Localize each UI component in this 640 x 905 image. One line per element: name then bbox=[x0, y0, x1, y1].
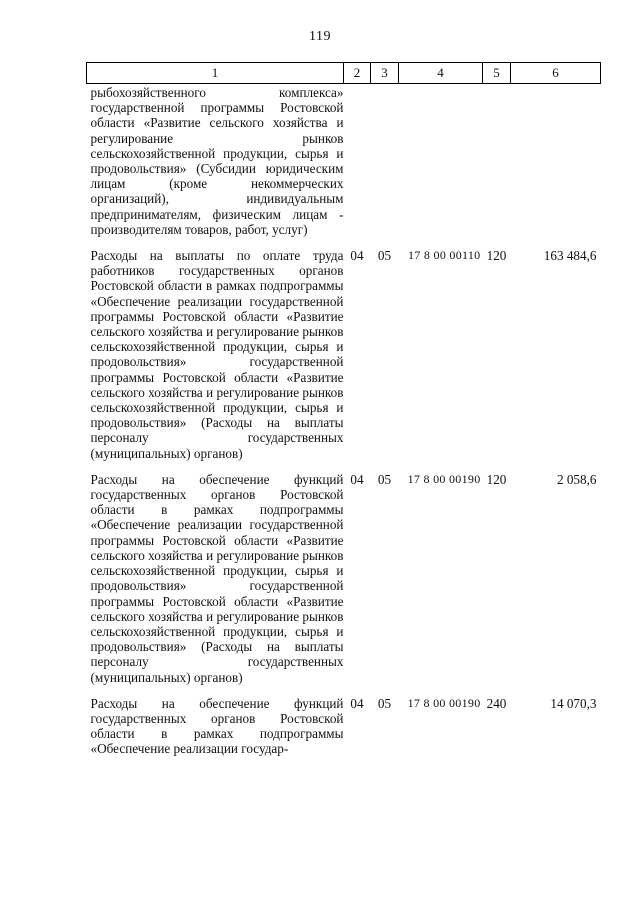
row-rz bbox=[344, 84, 371, 238]
table-row bbox=[87, 472, 601, 685]
row-pr bbox=[371, 84, 399, 238]
budget-table bbox=[86, 62, 601, 757]
row-pr: 05 bbox=[377, 695, 392, 711]
page-number: 119 bbox=[309, 29, 331, 44]
column-header-3: 3 bbox=[371, 63, 399, 84]
row-amount: 163 484,6 bbox=[543, 248, 597, 264]
table-row bbox=[87, 248, 601, 461]
column-header-5: 5 bbox=[483, 63, 511, 84]
row-csr: 17 8 00 00190 bbox=[407, 471, 481, 486]
row-amount: 2 058,6 bbox=[556, 471, 597, 487]
row-spacer bbox=[87, 237, 601, 248]
row-amount: 14 070,3 bbox=[550, 695, 597, 711]
row-pr: 05 bbox=[377, 471, 392, 487]
row-vr: 120 bbox=[486, 471, 507, 487]
row-vr: 120 bbox=[486, 248, 507, 264]
row-spacer bbox=[87, 685, 601, 696]
row-rz: 04 bbox=[350, 695, 364, 711]
column-header-2: 2 bbox=[344, 63, 371, 84]
row-csr bbox=[399, 84, 483, 238]
row-amount bbox=[511, 84, 601, 238]
table-row bbox=[87, 84, 601, 238]
row-vr: 240 bbox=[486, 695, 507, 711]
table-row bbox=[87, 696, 601, 757]
row-csr: 17 8 00 00190 bbox=[407, 695, 481, 710]
row-description: Расходы на обеспечение функций государственных органов Ростовской области в рамках подпрограммы «Обеспечение реализации государ- bbox=[90, 695, 344, 757]
column-header-6: 6 bbox=[511, 63, 601, 84]
row-description: Расходы на обеспечение функций государственных органов Ростовской области в рамках подпрограммы «Обеспечение реализации государственной программы Ростовской области «Развитие сельского хозяйства и регулирование рынков сельскохозяйственной продукции, сырья и продовольствия» государственной программы Ростовской области «Развитие сельского хозяйства и регулирование рынков сельскохозяйственной продукции, сырья и продовольствия» (Расходы на выплаты персоналу государственных (муниципальных) органов) bbox=[90, 471, 344, 685]
column-header-1: 1 bbox=[87, 63, 344, 84]
column-header-4: 4 bbox=[399, 63, 483, 84]
row-rz: 04 bbox=[350, 248, 364, 264]
row-rz: 04 bbox=[350, 471, 364, 487]
table-header bbox=[87, 63, 601, 84]
row-csr: 17 8 00 00110 bbox=[408, 248, 481, 263]
row-vr bbox=[483, 84, 511, 238]
row-pr: 05 bbox=[377, 248, 392, 264]
row-description: рыбохозяйственного комплекса» государственной программы Ростовской области «Развитие сельского хозяйства и регулирование рынков сельскохозяйственной продукции, сырья и продовольствия» (Субсидии юридическим лицам (кроме некоммерческих организаций), индивидуальным предпринимателям, физическим лицам - производителям товаров, работ, услуг) bbox=[90, 85, 344, 237]
row-description: Расходы на выплаты по оплате труда работников государственных органов Ростовской области в рамках подпрограммы «Обеспечение реализации государственной программы Ростовской области «Развитие сельского хозяйства и регулирование рынков сельскохозяйственной продукции, сырья и продовольствия» государственной программы Ростовской области «Развитие сельского хозяйства и регулирование рынков сельскохозяйственной продукции, сырья и продовольствия» (Расходы на выплаты персоналу государственных (муниципальных) органов) bbox=[90, 248, 344, 461]
row-spacer bbox=[87, 461, 601, 472]
